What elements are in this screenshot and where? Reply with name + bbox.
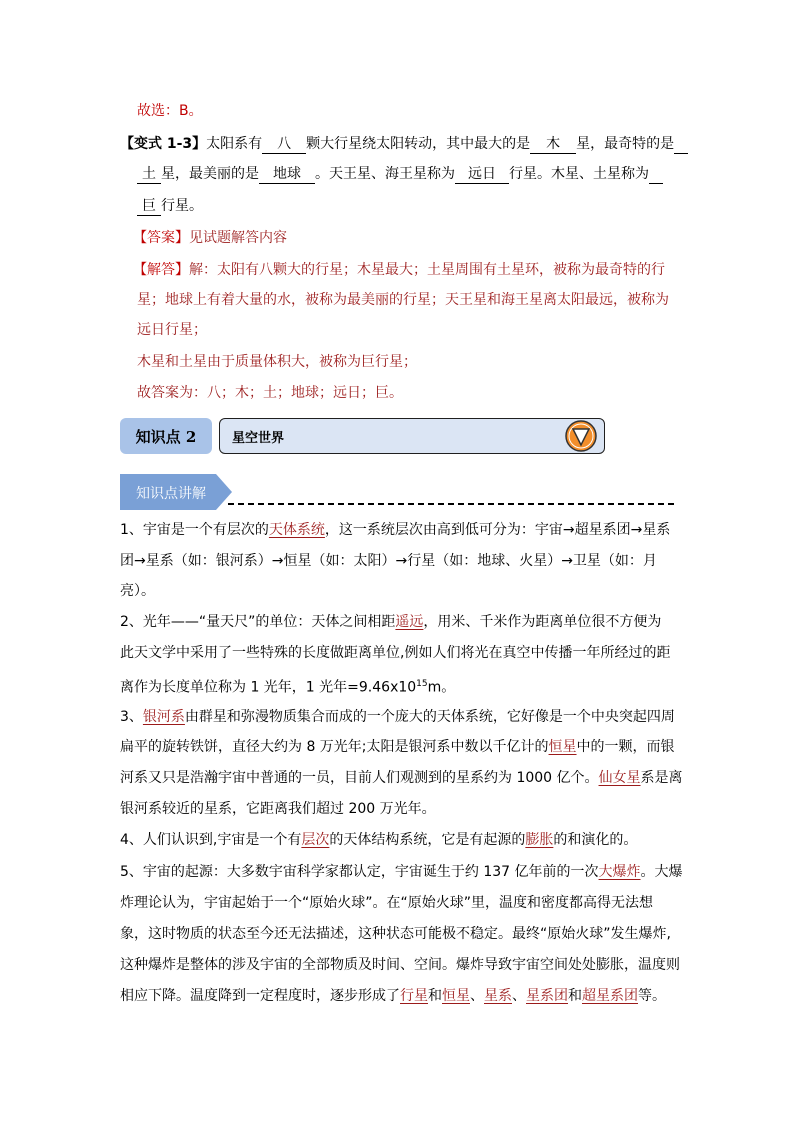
- superscript: 15: [416, 679, 428, 689]
- section-badge: 知识点 2: [120, 418, 212, 454]
- dashed-divider: [228, 503, 674, 505]
- text: 颗大行星绕太阳转动，其中最大的是: [306, 136, 531, 152]
- blank-2: 木: [530, 135, 576, 154]
- answer-choice: 故选：B。: [137, 103, 203, 119]
- text: 星，最美丽的是: [161, 166, 259, 182]
- analysis-label: 【解答】: [133, 262, 189, 278]
- point-2-line-2: 此天文学中采用了一些特殊的长度做距离单位,例如人们将光在真空中传播一年所经过的距: [120, 645, 671, 661]
- analysis-line-1: [133, 260, 665, 280]
- text: 5、宇宙的起源：大多数宇宙科学家都认定，宇宙诞生于约 137 亿年前的一次: [120, 864, 599, 880]
- text: 相应下降。温度降到一定程度时，逐步形成了: [120, 988, 400, 1004]
- analysis-line-2: 星；地球上有着大量的水，被称为最美丽的行星；天王星和海王星离太阳最远，被称为: [137, 292, 669, 308]
- point-5-line-3: 象，这时物质的状态至今还无法描述，这种状态可能极不稳定。最终“原始火球”发生爆炸,: [120, 926, 671, 942]
- text: m。: [427, 679, 456, 696]
- point-3-line-1: [120, 707, 675, 727]
- point-5-line-1: [120, 862, 683, 882]
- text: 的和演化的。: [553, 832, 638, 848]
- point-1-line-1: [120, 520, 670, 540]
- blank-4: 地球: [259, 165, 315, 184]
- point-3-line-2: [120, 737, 675, 757]
- text: 行星。: [161, 198, 203, 214]
- point-2-line-3: [120, 674, 455, 698]
- text: 、: [470, 988, 484, 1004]
- point-1-line-2: 团→星系（如：银河系）→恒星（如：太阳）→行星（如：地球、火星）→卫星（如：月: [120, 553, 657, 569]
- blank-1: 八: [262, 135, 306, 154]
- keyword: 银河系: [142, 709, 185, 725]
- keyword: 星系: [484, 988, 512, 1004]
- section-tab-label: 知识点讲解: [136, 486, 206, 502]
- keyword: 仙女星: [598, 770, 641, 786]
- keyword: 大爆炸: [598, 864, 641, 880]
- point-2-line-1: [120, 612, 661, 632]
- keyword: 恒星: [548, 739, 577, 755]
- blank-3: 土: [137, 165, 161, 184]
- text: 4、人们认识到,宇宙是一个有: [120, 832, 302, 848]
- keyword: 膨胀: [525, 832, 554, 848]
- point-5-line-5: [120, 986, 666, 1006]
- text: 。大爆: [640, 864, 683, 880]
- text: 太阳系有: [206, 136, 263, 152]
- text: 星，最奇特的是: [576, 136, 675, 152]
- variant-label: 【变式 1-3】: [120, 136, 207, 152]
- text: 的天体结构系统，它是有起源的: [329, 832, 526, 848]
- section-title: 星空世界: [232, 431, 285, 446]
- section-title-bar: [219, 418, 605, 454]
- analysis-line-5: 故答案为：八；木；土；地球；远日；巨。: [137, 385, 403, 401]
- answer-line: [133, 228, 287, 248]
- point-4: [120, 830, 637, 850]
- text: 离作为长度单位称为 1 光年，1 光年=9.46x10: [120, 679, 417, 696]
- triangle-down-icon: [565, 420, 597, 452]
- text: 等。: [638, 988, 666, 1004]
- blank-6: 巨: [137, 197, 161, 216]
- answer-label: 【答案】: [133, 230, 189, 246]
- keyword: 层次: [301, 832, 330, 848]
- text: 由群星和弥漫物质集合而成的一个庞大的天体系统，它好像是一个中央突起四周: [184, 709, 675, 725]
- text: 3、: [120, 709, 143, 725]
- text: 中的一颗，而银: [576, 739, 675, 755]
- point-5-line-4: 这种爆炸是整体的涉及宇宙的全部物质及时间、空间。爆炸导致宇宙空间处处膨胀，温度则: [120, 957, 680, 973]
- point-1-line-3: 亮）。: [120, 583, 155, 599]
- variant-question-line-1: [120, 134, 688, 154]
- text: 行星。木星、土星称为: [509, 166, 649, 182]
- keyword: 行星: [400, 988, 428, 1004]
- text: 系是离: [640, 770, 683, 786]
- point-3-line-3: [120, 768, 683, 788]
- text: 1、宇宙是一个有层次的: [120, 522, 269, 538]
- keyword: 超星系团: [582, 988, 638, 1004]
- keyword: 遥远: [395, 614, 424, 630]
- text: 扁平的旋转铁饼，直径大约为 8 万光年;太阳是银河系中数以千亿计的: [120, 739, 549, 755]
- variant-question-line-3: [137, 196, 203, 216]
- text: 2、光年——“量天尺”的单位：天体之间相距: [120, 614, 396, 630]
- text: 和: [568, 988, 582, 1004]
- keyword: 恒星: [442, 988, 470, 1004]
- point-3-line-4: 银河系较近的星系，它距离我们超过 200 万光年。: [120, 801, 436, 817]
- blank-3-start: [674, 135, 688, 154]
- text: 、: [512, 988, 526, 1004]
- variant-question-line-2: [137, 164, 663, 184]
- keyword: 天体系统: [268, 522, 325, 538]
- point-5-line-2: 炸理论认为，宇宙起始于一个“原始火球”。在“原始火球”里，温度和密度都高得无法想: [120, 895, 654, 911]
- text: 解：太阳有八颗大的行星；木星最大；土星周围有土星环，被称为最奇特的行: [189, 262, 665, 278]
- text: 和: [428, 988, 442, 1004]
- analysis-line-3: 远日行星；: [137, 322, 207, 338]
- text: 。天王星、海王星称为: [315, 166, 455, 182]
- blank-5: 远日: [455, 165, 509, 184]
- text: ，这一系统层次由高到低可分为：宇宙→超星系团→星系: [324, 522, 671, 538]
- text: 河系又只是浩瀚宇宙中普通的一员，目前人们观测到的星系约为 1000 亿个。: [120, 770, 599, 786]
- text: ，用米、千米作为距离单位很不方便为: [423, 614, 662, 630]
- keyword: 星系团: [526, 988, 568, 1004]
- answer-text: 见试题解答内容: [189, 230, 287, 246]
- blank-6-start: [649, 165, 663, 184]
- analysis-line-4: 木星和土星由于质量体积大，被称为巨行星；: [137, 354, 417, 370]
